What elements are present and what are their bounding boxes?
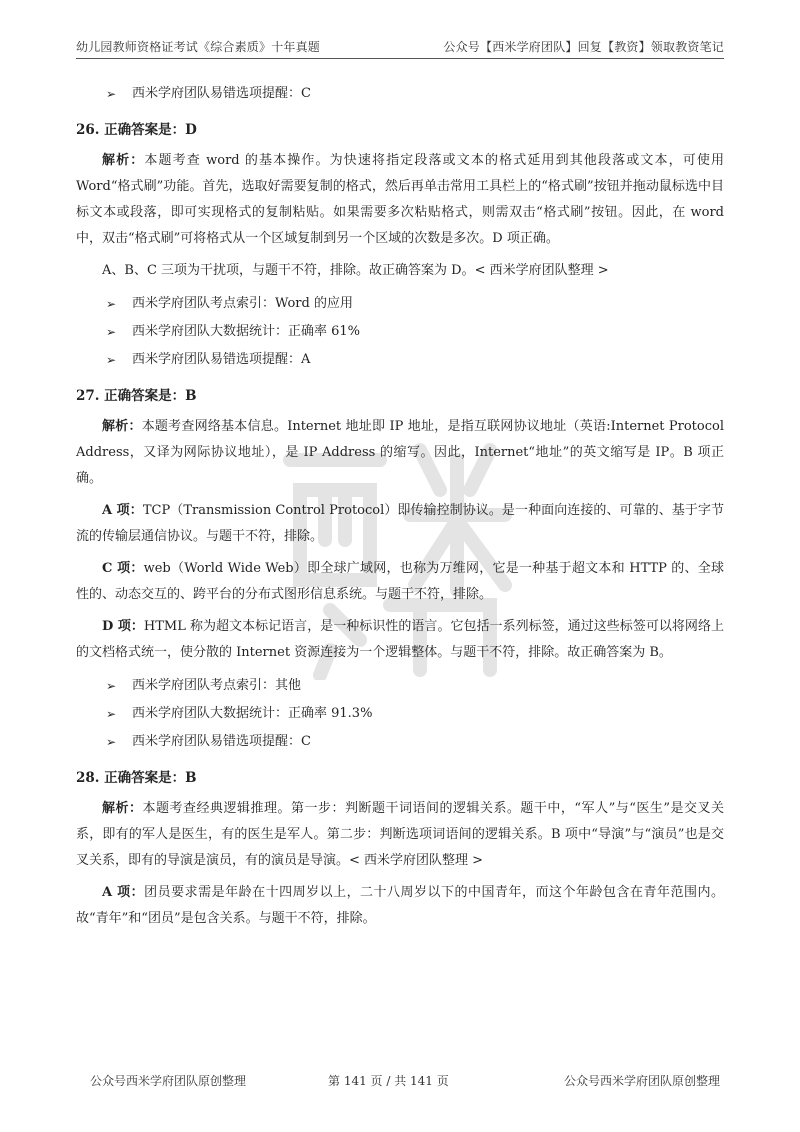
- bullet-item: [76, 700, 724, 728]
- question-27-heading: 27. 正确答案是：B: [76, 388, 197, 404]
- arrowhead-bullet-icon: ➢: [106, 679, 117, 693]
- question-28-heading: 28. 正确答案是：B: [76, 770, 197, 786]
- footer-left-text: 公众号西米学府团队原创整理: [90, 1074, 247, 1088]
- document-body: [76, 80, 724, 938]
- arrowhead-bullet-icon: ➢: [106, 707, 117, 721]
- bullet-text: 西米学府团队易错选项提醒：C: [132, 734, 311, 749]
- bullet-item: [76, 672, 724, 700]
- option-label: C 项：: [102, 561, 144, 576]
- arrowhead-bullet-icon: ➢: [106, 735, 117, 749]
- bullet-text: 西米学府团队易错选项提醒：A: [132, 352, 311, 367]
- bullet-item: [76, 80, 724, 108]
- bullet-text: 西米学府团队大数据统计：正确率 61%: [132, 324, 361, 339]
- option-label: D 项：: [102, 619, 144, 634]
- header-left-text: 幼儿园教师资格证考试《综合素质》十年真题: [76, 40, 321, 54]
- q26-analysis: [76, 148, 724, 252]
- arrowhead-bullet-icon: ➢: [106, 325, 117, 339]
- q27-analysis: [76, 414, 724, 492]
- option-label: A 项：: [102, 503, 143, 518]
- option-text: 团员要求需是年龄在十四周岁以上，二十八周岁以下的中国青年，而这个年龄包含在青年范围内。故“青年”和“团员”是包含关系。与题干不符，排除。: [76, 885, 724, 926]
- bullet-item: [76, 318, 724, 346]
- arrowhead-bullet-icon: ➢: [106, 87, 117, 101]
- bullet-text: 西米学府团队考点索引：其他: [132, 678, 302, 693]
- analysis-text: 本题考查网络基本信息。Internet 地址即 IP 地址，是指互联网协议地址（英语:Internet Protocol Address，又译为网际协议地址），是 IP Address 的缩写。因此，Internet“地址”的英文缩写是 IP。B 项正确。: [76, 419, 724, 486]
- option-label: A 项：: [102, 885, 145, 900]
- bullet-text: 西米学府团队考点索引：Word 的应用: [132, 296, 353, 311]
- bullet-item: [76, 346, 724, 374]
- analysis-text: 本题考查经典逻辑推理。第一步：判断题干词语间的逻辑关系。题干中，“军人”与“医生”是交叉关系，即有的军人是医生，有的医生是军人。第二步：判断选项词语间的逻辑关系。B 项中“导演”与“演员”也是交叉关系，即有的导演是演员，有的演员是导演。< 西米学府团队整理 >: [76, 801, 724, 868]
- q27-option-c: [76, 556, 724, 608]
- analysis-text: 本题考查 word 的基本操作。为快速将指定段落或文本的格式延用到其他段落或文本，可使用 Word“格式刷”功能。首先，选取好需要复制的格式，然后再单击常用工具栏上的“格式刷”按钮并拖动鼠标选中目标文本或段落，即可实现格式的复制粘贴。如果需要多次粘贴格式，则需双击“格式刷”按钮。因此，在 word 中，双击“格式刷”可将格式从一个区域复制到另一个区域的次数是多次。D 项正确。: [76, 153, 724, 246]
- bullet-item: [76, 728, 724, 756]
- question-26-heading: 26. 正确答案是：D: [76, 122, 197, 138]
- bullet-text: 西米学府团队易错选项提醒：C: [132, 86, 311, 101]
- footer-right-text: 公众号西米学府团队原创整理: [563, 1074, 720, 1088]
- option-text: web（World Wide Web）即全球广域网，也称为万维网，它是一种基于超文本和 HTTP 的、全球性的、动态交互的、跨平台的分布式图形信息系统。与题干不符，排除。: [76, 561, 725, 602]
- header-divider: [76, 58, 724, 59]
- bullet-item: [76, 290, 724, 318]
- arrowhead-bullet-icon: ➢: [106, 353, 117, 367]
- page-number: 第 141 页 / 共 141 页: [328, 1074, 449, 1088]
- bullet-text: 西米学府团队大数据统计：正确率 91.3%: [132, 706, 373, 721]
- analysis-label: 解析：: [102, 153, 145, 168]
- q27-option-d: [76, 614, 724, 666]
- q28-analysis: [76, 796, 724, 874]
- header-right-text: 公众号【西米学府团队】回复【教资】领取教资笔记: [443, 40, 724, 54]
- q27-option-a: [76, 498, 724, 550]
- option-text: TCP（Transmission Control Protocol）即传输控制协议。是一种面向连接的、可靠的、基于字节流的传输层通信协议。与题干不符，排除。: [76, 503, 724, 544]
- arrowhead-bullet-icon: ➢: [106, 297, 117, 311]
- q28-option-a: [76, 880, 724, 932]
- q26-conclusion: A、B、C 三项为干扰项，与题干不符，排除。故正确答案为 D。< 西米学府团队整理 >: [102, 263, 609, 278]
- analysis-label: 解析：: [102, 419, 142, 434]
- option-text: HTML 称为超文本标记语言，是一种标识性的语言。它包括一系列标签，通过这些标签可以将网络上的文档格式统一，使分散的 Internet 资源连接为一个逻辑整体。与题干不符，排除。故正确答案为 B。: [76, 619, 724, 660]
- analysis-label: 解析：: [102, 801, 143, 816]
